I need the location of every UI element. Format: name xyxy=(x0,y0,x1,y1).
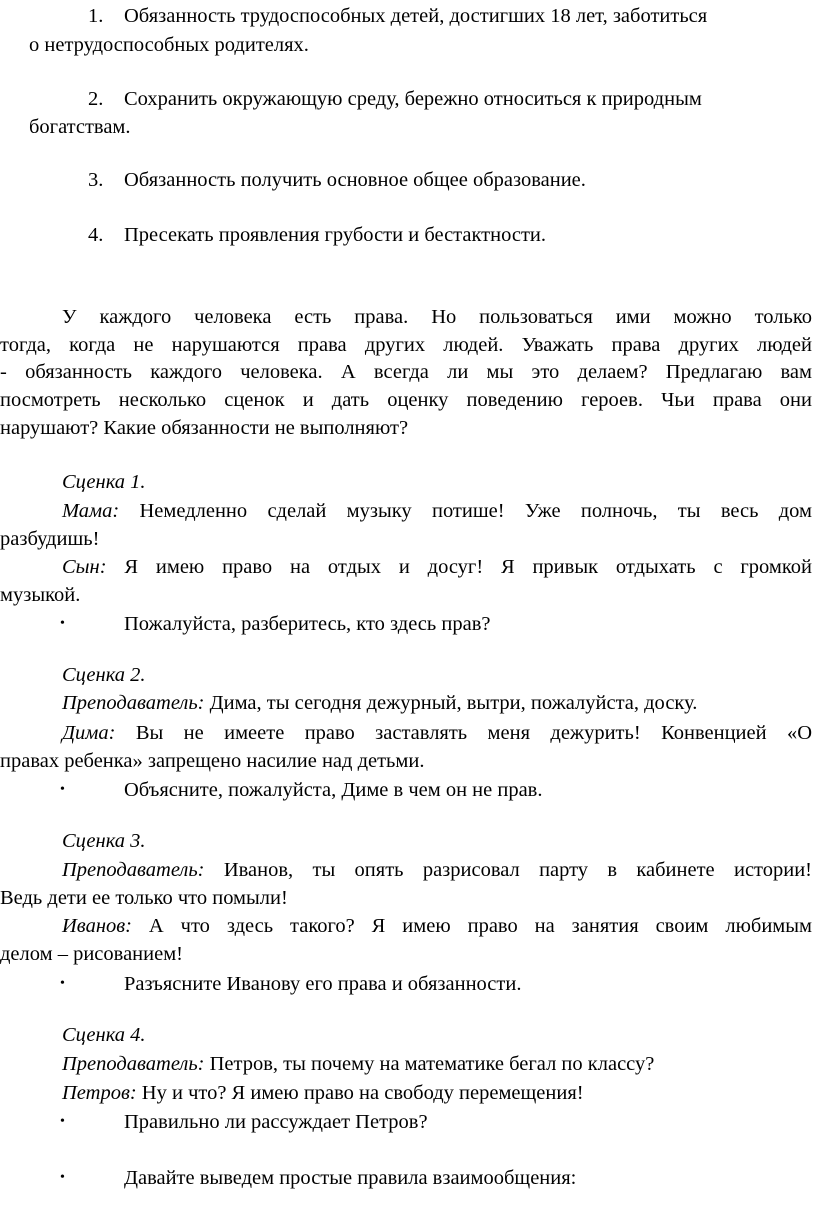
speaker-name: Сын: xyxy=(62,556,107,578)
list-item-2 xyxy=(0,85,816,113)
bullet-icon: • xyxy=(60,782,65,797)
bullet-text: Правильно ли рассуждает Петров? xyxy=(124,1111,428,1133)
speech-text: Вы не имеете право заставлять меня дежурить! Конвенцией «О xyxy=(135,722,813,744)
bullet-item xyxy=(0,1108,816,1136)
speech-text: Петров, ты почему на математике бегал по классу? xyxy=(209,1053,655,1075)
list-item-1-continuation: о нетрудоспособных родителях. xyxy=(29,34,309,56)
list-item-1 xyxy=(0,2,816,30)
speaker-name: Иванов: xyxy=(62,915,132,937)
speech-continuation: разбудишь! xyxy=(0,528,100,550)
speech-text: Немедленно сделай музыку потише! Уже полночь, ты весь дом xyxy=(139,500,812,522)
scene-title: Сценка 2. xyxy=(62,664,146,686)
scene-title: Сценка 4. xyxy=(62,1024,146,1046)
speaker-name: Мама: xyxy=(62,500,120,522)
speech-continuation: Ведь дети ее только что помыли! xyxy=(0,887,288,909)
speech-text: Я имею право на отдых и досуг! Я привык отдыхать с громкой xyxy=(124,556,812,578)
scene-title: Сценка 3. xyxy=(62,830,146,852)
list-item-3 xyxy=(0,166,816,194)
intro-line: нарушают? Какие обязанности не выполняют? xyxy=(0,417,409,439)
list-text: Пресекать проявления грубости и бестактности. xyxy=(124,224,547,246)
bullet-item xyxy=(0,610,816,638)
scene-speech xyxy=(0,689,816,717)
speech-text: А что здесь такого? Я имею право на занятия своим любимым xyxy=(148,915,813,937)
speech-continuation: делом – рисованием! xyxy=(0,943,184,965)
list-text: Обязанность получить основное общее образование. xyxy=(124,169,586,191)
list-text: Обязанность трудоспособных детей, достигших 18 лет, заботиться xyxy=(124,5,708,27)
bullet-text: Объясните, пожалуйста, Диме в чем он не прав. xyxy=(124,779,543,801)
bullet-icon: • xyxy=(60,1170,65,1185)
speech-text: Иванов, ты опять разрисовал парту в кабинете истории! xyxy=(223,859,813,881)
bullet-text: Давайте выведем простые правила взаимообщения: xyxy=(124,1167,577,1189)
scene-speech xyxy=(0,856,812,884)
list-number: 3. xyxy=(88,169,104,191)
bullet-icon: • xyxy=(60,976,65,991)
list-item-4 xyxy=(0,221,816,249)
bullet-text: Пожалуйста, разберитесь, кто здесь прав? xyxy=(124,613,491,635)
speaker-name: Петров: xyxy=(62,1082,137,1104)
speech-continuation: музыкой. xyxy=(0,584,81,606)
list-number: 2. xyxy=(88,88,104,110)
scene-speech xyxy=(0,1079,816,1107)
speaker-name: Преподаватель: xyxy=(62,859,205,881)
speaker-name: Дима: xyxy=(62,722,116,744)
scene-speech xyxy=(0,912,812,940)
bullet-item xyxy=(0,1164,816,1192)
bullet-icon: • xyxy=(60,616,65,631)
speech-text: Ну и что? Я имею право на свободу перемещения! xyxy=(141,1082,584,1104)
list-number: 1. xyxy=(88,5,104,27)
bullet-item xyxy=(0,776,816,804)
scene-speech xyxy=(0,1050,816,1078)
intro-line: тогда, когда не нарушаются права других людей. Уважать права других людей xyxy=(0,334,812,356)
speech-text: Дима, ты сегодня дежурный, вытри, пожалуйста, доску. xyxy=(209,692,698,714)
scene-speech xyxy=(0,553,812,581)
bullet-text: Разъясните Иванову его права и обязанности. xyxy=(124,973,522,995)
list-text: Сохранить окружающую среду, бережно относиться к природным xyxy=(124,88,702,110)
bullet-icon: • xyxy=(60,1114,65,1129)
scene-speech xyxy=(0,497,812,525)
scene-title: Сценка 1. xyxy=(62,471,146,493)
bullet-item xyxy=(0,970,816,998)
intro-line: посмотреть несколько сценок и дать оценку поведению героев. Чьи права они xyxy=(0,389,812,411)
speech-continuation: правах ребенка» запрещено насилие над детьми. xyxy=(0,750,425,772)
speaker-name: Преподаватель: xyxy=(62,1053,205,1075)
speaker-name: Преподаватель: xyxy=(62,692,205,714)
intro-line: - обязанность каждого человека. А всегда ли мы это делаем? Предлагаю вам xyxy=(0,361,812,383)
intro-line: У каждого человека есть права. Но пользоваться ими можно только xyxy=(62,306,812,328)
scene-speech xyxy=(0,719,812,747)
list-item-2-continuation: богатствам. xyxy=(29,116,131,138)
list-number: 4. xyxy=(88,224,104,246)
